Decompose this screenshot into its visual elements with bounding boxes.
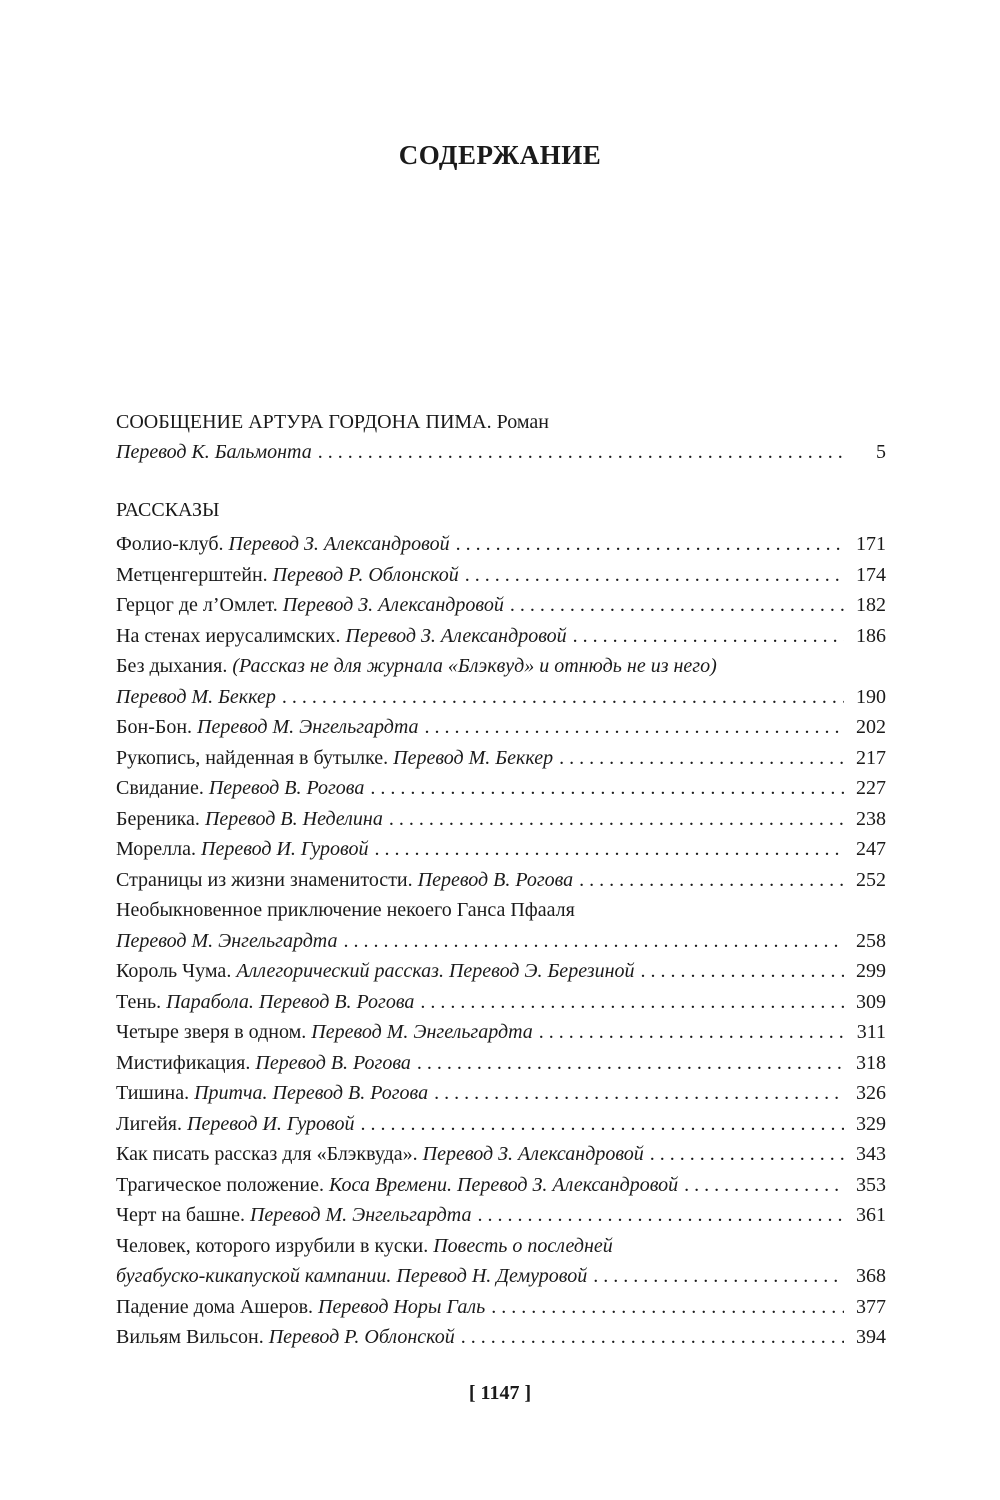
- entry-text: [116, 624, 567, 648]
- entry-page: 394: [856, 1326, 886, 1348]
- entry-page: 318: [856, 1051, 886, 1074]
- dot-leader: [465, 563, 844, 587]
- novel-heading: [116, 410, 549, 434]
- list-item: [116, 837, 886, 868]
- dot-leader: [389, 807, 844, 831]
- dot-leader: [417, 1051, 844, 1075]
- dot-leader: [650, 1142, 844, 1166]
- entry-title: Вильям Вильсон.: [116, 1326, 264, 1348]
- dot-leader: [461, 1325, 844, 1349]
- entry-title: На стенах иерусалимских.: [116, 624, 341, 647]
- entry-text: [116, 593, 504, 617]
- entry-page: 353: [856, 1173, 886, 1196]
- entry-note: Перевод Р. Облонской: [272, 563, 459, 586]
- dot-leader: [593, 1264, 844, 1288]
- entry-text: [116, 715, 419, 739]
- page-title: СОДЕРЖАНИЕ: [398, 140, 602, 170]
- entry-note: Перевод З. Александровой: [282, 594, 504, 616]
- entry-text: [116, 1295, 485, 1319]
- entry-page: 299: [856, 960, 886, 982]
- entry-page: 238: [856, 807, 886, 830]
- entry-title: Тишина.: [116, 1082, 190, 1104]
- dot-leader: [318, 440, 844, 464]
- entry-title: Страницы из жизни знаменитости.: [116, 868, 413, 891]
- entry-line: [116, 563, 886, 594]
- novel-translator-line: [116, 440, 886, 471]
- entry-text: [116, 959, 635, 983]
- dot-leader: [491, 1295, 844, 1319]
- entry-line: [116, 990, 886, 1021]
- entry-note: Перевод В. Рогова: [208, 777, 365, 799]
- entry-title: Черт на башне.: [116, 1204, 245, 1226]
- entry-text: [116, 563, 459, 587]
- entry-page: 217: [856, 746, 886, 769]
- entry-note: Перевод М. Энгельгардта: [197, 716, 419, 738]
- entry-line: [116, 1203, 886, 1234]
- entry-title: Лигейя.: [116, 1112, 182, 1135]
- list-item: [116, 715, 886, 746]
- entry-note: Перевод М. Беккер: [116, 685, 276, 708]
- entry-text: [116, 1051, 411, 1075]
- entry-note: Перевод В. Рогова: [255, 1051, 411, 1074]
- entry-text: [116, 837, 368, 861]
- list-item: [116, 593, 886, 624]
- entry-text: [116, 746, 553, 770]
- dot-leader: [360, 1112, 844, 1136]
- entry-title: Трагическое положение.: [116, 1173, 325, 1196]
- entry-second-line: [116, 685, 886, 716]
- entry-note: Перевод З. Александровой: [228, 533, 450, 555]
- novel-translator: Перевод К. Бальмонта: [116, 441, 312, 463]
- entry-note: Перевод В. Неделина: [204, 807, 383, 830]
- entry-line: [116, 1295, 886, 1326]
- dot-leader: [510, 593, 844, 617]
- entry-line: [116, 1081, 886, 1112]
- list-item: [116, 1112, 886, 1143]
- list-item: [116, 1234, 886, 1295]
- entry-page: 377: [856, 1295, 886, 1318]
- entry-title: Необыкновенное приключение некоего Ганса Пфааля: [116, 899, 575, 921]
- entry-page: 186: [856, 624, 886, 647]
- entry-page: 326: [856, 1082, 886, 1104]
- entry-page: 258: [856, 929, 886, 952]
- entry-title: Падение дома Ашеров.: [116, 1295, 314, 1318]
- entry-page: 247: [856, 838, 886, 860]
- entry-note: Аллегорический рассказ. Перевод Э. Березиной: [236, 960, 635, 982]
- dot-leader: [641, 959, 844, 983]
- entry-line: [116, 624, 886, 655]
- entry-page: 190: [856, 685, 886, 708]
- entry-text: [116, 868, 573, 892]
- entry-page: 361: [856, 1204, 886, 1226]
- novel-genre: Роман: [496, 411, 549, 433]
- dot-leader: [684, 1173, 844, 1197]
- entry-page: 311: [856, 1021, 886, 1043]
- entry-page: 329: [856, 1112, 886, 1135]
- entry-title: Герцог де л’Омлет.: [116, 594, 278, 616]
- entry-text: [116, 1081, 428, 1105]
- novel-page: 5: [876, 441, 886, 463]
- entry-note: Перевод Норы Галь: [318, 1295, 486, 1318]
- entry-note: Перевод М. Беккер: [393, 746, 554, 769]
- dot-leader: [370, 776, 844, 800]
- list-item: [116, 1020, 886, 1051]
- entry-note: Перевод М. Энгельгардта: [116, 929, 338, 952]
- list-item: [116, 1295, 886, 1326]
- dot-leader: [539, 1020, 844, 1044]
- entry-first-line: [116, 898, 886, 929]
- dot-leader: [374, 837, 844, 861]
- list-item: [116, 746, 886, 777]
- entry-page: 343: [856, 1143, 886, 1165]
- entry-line: [116, 868, 886, 899]
- entry-title: Человек, которого изрубили в куски.: [116, 1234, 429, 1257]
- entry-title: Четыре зверя в одном.: [116, 1021, 307, 1043]
- entry-text: [116, 1173, 678, 1197]
- entry-line: [116, 837, 886, 868]
- novel-title: СООБЩЕНИЕ АРТУРА ГОРДОНА ПИМА.: [116, 411, 492, 433]
- entry-text: [116, 1325, 455, 1349]
- dot-leader: [425, 715, 844, 739]
- entry-line: [116, 532, 886, 563]
- entry-title: Фолио-клуб.: [116, 533, 224, 555]
- entry-line: [116, 1020, 886, 1051]
- dot-leader: [434, 1081, 844, 1105]
- list-item: [116, 1142, 886, 1173]
- entry-note: Перевод В. Рогова: [417, 868, 574, 891]
- entry-line: [116, 959, 886, 990]
- entry-note: Перевод М. Энгельгардта: [311, 1021, 533, 1043]
- list-item: [116, 1173, 886, 1204]
- entry-second-line: [116, 929, 886, 960]
- entry-note: Перевод И. Гуровой: [187, 1112, 355, 1135]
- entry-title: Бон-Бон.: [116, 716, 193, 738]
- entry-page: 171: [856, 533, 886, 555]
- dot-leader: [456, 532, 844, 556]
- entry-page: 368: [856, 1265, 886, 1287]
- list-item: [116, 624, 886, 655]
- dot-leader: [573, 624, 844, 648]
- entry-page: 309: [856, 990, 886, 1013]
- entry-text: [116, 1203, 471, 1227]
- entry-note: Перевод З. Александровой: [422, 1143, 644, 1165]
- entry-line: [116, 807, 886, 838]
- dot-leader: [420, 990, 844, 1014]
- entry-second-line: [116, 1264, 886, 1295]
- entry-note: Перевод З. Александровой: [345, 624, 567, 647]
- stories-heading: РАССКАЗЫ: [116, 499, 220, 521]
- entry-note-line1: (Рассказ не для журнала «Блэквуд» и отнюдь не из него): [232, 655, 717, 677]
- list-item: [116, 532, 886, 563]
- list-item: [116, 563, 886, 594]
- entry-note-line1: Повесть о последней: [433, 1234, 613, 1257]
- entry-title: Без дыхания.: [116, 655, 228, 677]
- entry-text: [116, 1142, 644, 1166]
- entry-title: Король Чума.: [116, 960, 232, 982]
- entry-line: [116, 1112, 886, 1143]
- entry-page: 174: [856, 563, 886, 586]
- list-item: [116, 1051, 886, 1082]
- dot-leader: [282, 685, 844, 709]
- list-item: [116, 959, 886, 990]
- list-item: [116, 898, 886, 959]
- entry-text: [116, 990, 414, 1014]
- dot-leader: [344, 929, 845, 953]
- entry-text: [116, 1112, 354, 1136]
- entry-text: [116, 532, 450, 556]
- list-item: [116, 868, 886, 899]
- list-item: [116, 990, 886, 1021]
- entry-title: Как писать рассказ для «Блэквуда».: [116, 1143, 418, 1165]
- entry-line: [116, 1051, 886, 1082]
- entry-note: Притча. Перевод В. Рогова: [194, 1082, 429, 1104]
- entry-line: [116, 1142, 886, 1173]
- entry-page: 202: [856, 716, 886, 738]
- entry-title: Тень.: [116, 990, 162, 1013]
- list-item: [116, 1203, 886, 1234]
- entry-page: 182: [856, 594, 886, 616]
- entry-title: Мистификация.: [116, 1051, 251, 1074]
- entry-note: Перевод И. Гуровой: [201, 838, 369, 860]
- entry-note: Парабола. Перевод В. Рогова: [166, 990, 415, 1013]
- entry-text: [116, 776, 364, 800]
- entry-line: [116, 1325, 886, 1356]
- entry-title: Береника.: [116, 807, 200, 830]
- entry-note: бугабуско-кикапуской кампании. Перевод Н. Демуровой: [116, 1265, 588, 1287]
- entry-note: Коса Времени. Перевод З. Александровой: [329, 1173, 679, 1196]
- entry-text: [116, 1020, 533, 1044]
- entry-title: Рукопись, найденная в бутылке.: [116, 746, 389, 769]
- list-item: [116, 807, 886, 838]
- entry-note: Перевод М. Энгельгардта: [249, 1204, 472, 1226]
- entry-first-line: [116, 654, 886, 685]
- dot-leader: [559, 746, 844, 770]
- list-item: [116, 1325, 886, 1356]
- entry-line: [116, 593, 886, 624]
- entry-first-line: [116, 1234, 886, 1265]
- dot-leader: [477, 1203, 844, 1227]
- entry-line: [116, 776, 886, 807]
- entry-title: Метценгерштейн.: [116, 563, 268, 586]
- dot-leader: [579, 868, 844, 892]
- entry-text: [116, 807, 383, 831]
- entry-line: [116, 1173, 886, 1204]
- entry-title: Морелла.: [116, 838, 196, 860]
- entry-page: 227: [856, 777, 886, 799]
- list-item: [116, 654, 886, 715]
- list-item: [116, 776, 886, 807]
- entry-page: 252: [856, 868, 886, 891]
- entry-line: [116, 746, 886, 777]
- page-number: [ 1147 ]: [468, 1382, 532, 1404]
- entry-title: Свидание.: [116, 777, 204, 799]
- list-item: [116, 1081, 886, 1112]
- entry-note: Перевод Р. Облонской: [268, 1326, 455, 1348]
- entry-line: [116, 715, 886, 746]
